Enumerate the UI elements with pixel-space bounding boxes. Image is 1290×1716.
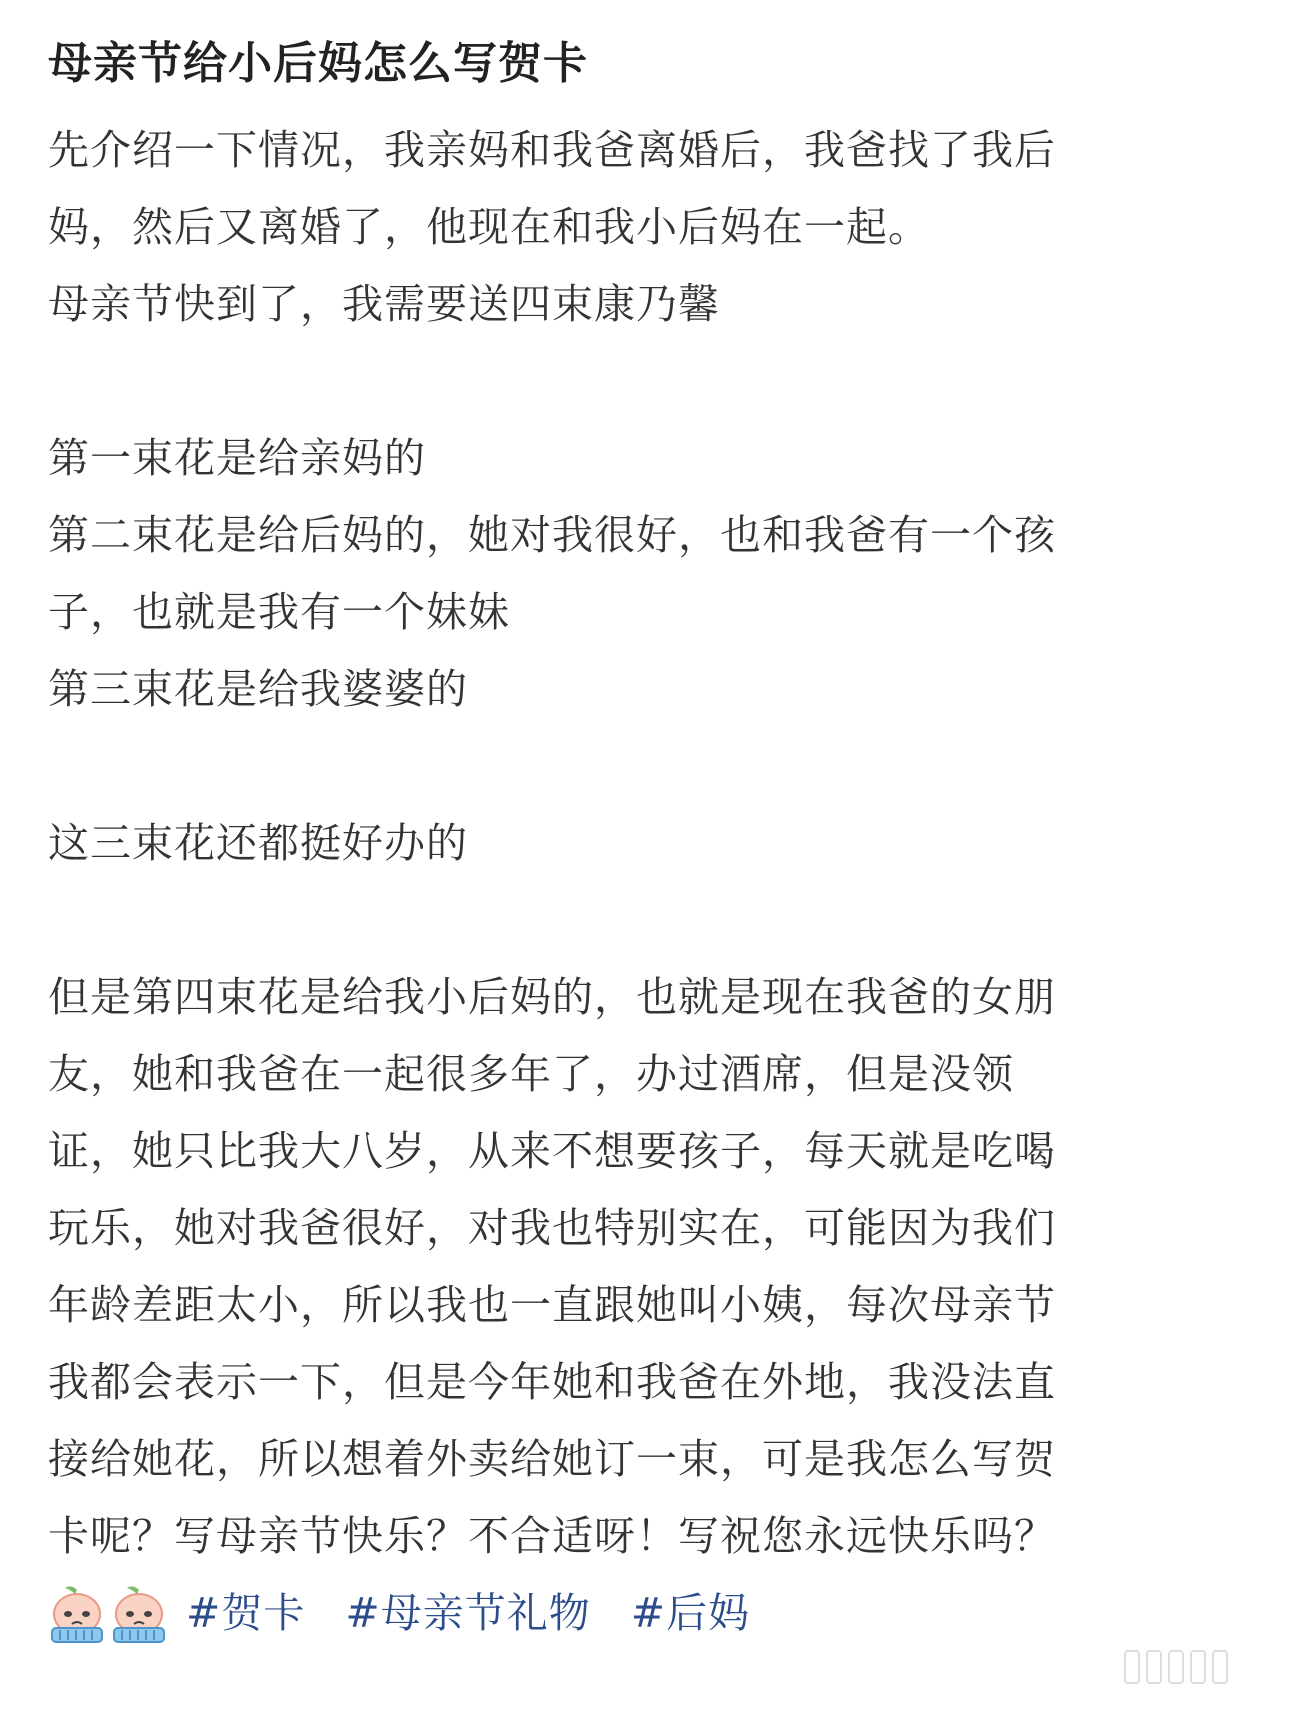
body-line: 我都会表示一下，但是今年她和我爸在外地，我没法直 bbox=[48, 1358, 1056, 1406]
watermark-bar bbox=[1190, 1650, 1206, 1684]
watermark bbox=[1124, 1650, 1228, 1684]
body-line: 妈，然后又离婚了，他现在和我小后妈在一起。 bbox=[48, 203, 930, 251]
body-line: 第一束花是给亲妈的 bbox=[48, 434, 426, 482]
body-line: 证，她只比我大八岁，从来不想要孩子，每天就是吃喝 bbox=[48, 1127, 1056, 1175]
body-line: 玩乐，她对我爸很好，对我也特别实在，可能因为我们 bbox=[48, 1204, 1056, 1252]
body-line: 第二束花是给后妈的，她对我很好，也和我爸有一个孩 bbox=[48, 511, 1056, 559]
body-line: 第三束花是给我婆婆的 bbox=[48, 665, 468, 713]
tag-greeting-card[interactable]: #贺卡 bbox=[186, 1589, 306, 1637]
body-line: 这三束花还都挺好办的 bbox=[48, 819, 468, 867]
post-body bbox=[48, 112, 1228, 1652]
body-line: 接给她花，所以想着外卖给她订一束，可是我怎么写贺 bbox=[48, 1435, 1056, 1483]
body-line: 但是第四束花是给我小后妈的，也就是现在我爸的女朋 bbox=[48, 973, 1056, 1021]
blank-line bbox=[48, 882, 1228, 959]
watermark-bar bbox=[1212, 1650, 1228, 1684]
watermark-bar bbox=[1168, 1650, 1184, 1684]
post-title: 母亲节给小后妈怎么写贺卡 bbox=[48, 38, 588, 89]
tag-mothers-day-gift[interactable]: #母亲节礼物 bbox=[345, 1589, 591, 1637]
crying-peach-sticker bbox=[48, 1584, 106, 1644]
tag-stepmother[interactable]: #后妈 bbox=[630, 1589, 751, 1637]
body-line: 卡呢？写母亲节快乐？不合适呀！写祝您永远快乐吗？ bbox=[48, 1512, 1056, 1560]
body-line: 友，她和我爸在一起很多年了，办过酒席，但是没领 bbox=[48, 1050, 1014, 1098]
post bbox=[48, 34, 1228, 1652]
crying-peach-sticker bbox=[110, 1584, 168, 1644]
body-line: 年龄差距太小，所以我也一直跟她叫小姨，每次母亲节 bbox=[48, 1281, 1056, 1329]
watermark-bar bbox=[1124, 1650, 1140, 1684]
watermark-bar bbox=[1146, 1650, 1162, 1684]
body-line: 母亲节快到了，我需要送四束康乃馨 bbox=[48, 280, 720, 328]
tags-row bbox=[48, 1575, 1228, 1652]
body-line: 子，也就是我有一个妹妹 bbox=[48, 588, 510, 636]
body-line: 先介绍一下情况，我亲妈和我爸离婚后，我爸找了我后 bbox=[48, 126, 1056, 174]
blank-line bbox=[48, 343, 1228, 420]
blank-line bbox=[48, 728, 1228, 805]
